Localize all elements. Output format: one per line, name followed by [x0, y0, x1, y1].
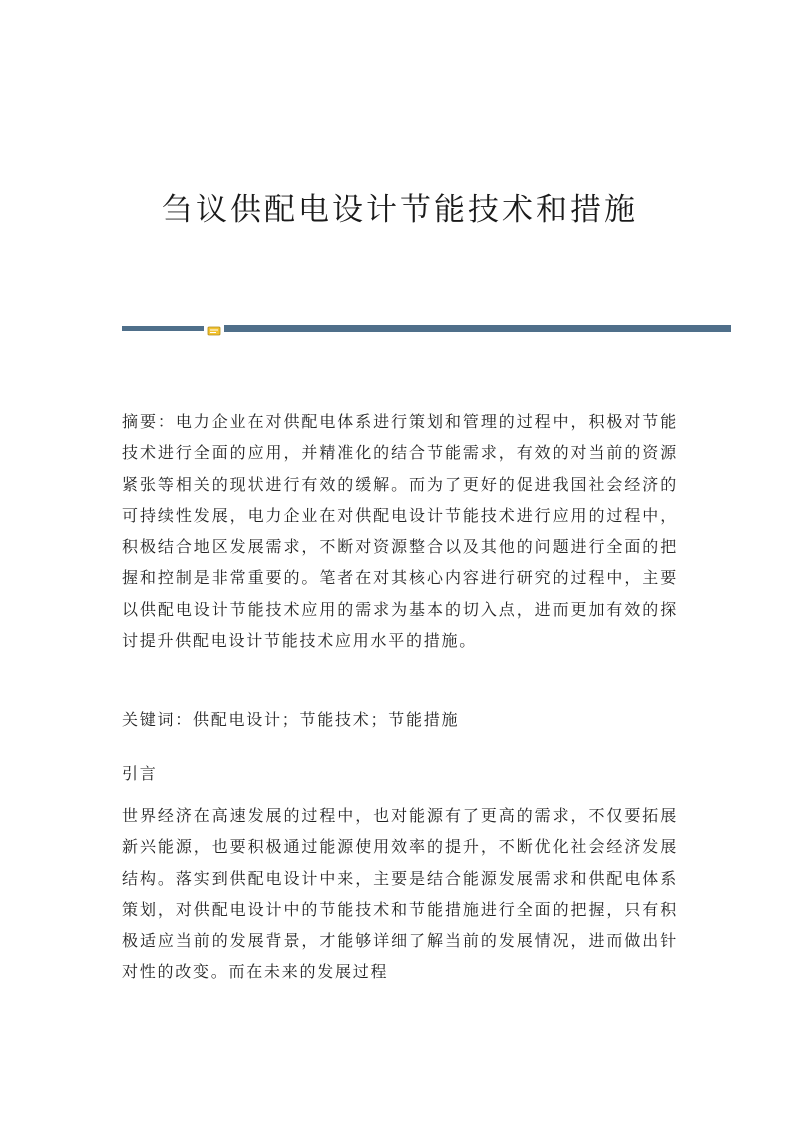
divider-bar-right	[224, 325, 731, 332]
keywords-line: 关键词：供配电设计；节能技术；节能措施	[122, 710, 460, 729]
intro-paragraph: 世界经济在高速发展的过程中，也对能源有了更高的需求，不仅要拓展新兴能源，也要积极通过能源使用效率的提升，不断优化社会经济发展结构。落实到供配电设计中来，主要是结合能源发展需求和供配电体系策划，对供配电设计中的节能技术和节能措施进行全面的把握，只有积极适应当前的发展背景，才能够详细了解当前的发展情况，进而做出针对性的改变。而在未来的发展过程	[122, 806, 678, 982]
pencil-note-icon	[207, 322, 221, 334]
page-title: 刍议供配电设计节能技术和措施	[162, 192, 638, 228]
intro-heading: 引言	[122, 764, 158, 783]
title-divider	[122, 325, 731, 333]
abstract-paragraph: 摘要：电力企业在对供配电体系进行策划和管理的过程中，积极对节能技术进行全面的应用，并精准化的结合节能需求，有效的对当前的资源紧张等相关的现状进行有效的缓解。而为了更好的促进我国社会经济的可持续性发展，电力企业在对供配电设计节能技术进行应用的过程中，积极结合地区发展需求，不断对资源整合以及其他的问题进行全面的把握和控制是非常重要的。笔者在对其核心内容进行研究的过程中，主要以供配电设计节能技术应用的需求为基本的切入点，进而更加有效的探讨提升供配电设计节能技术应用水平的措施。	[122, 412, 678, 651]
divider-bar-left	[122, 326, 204, 331]
